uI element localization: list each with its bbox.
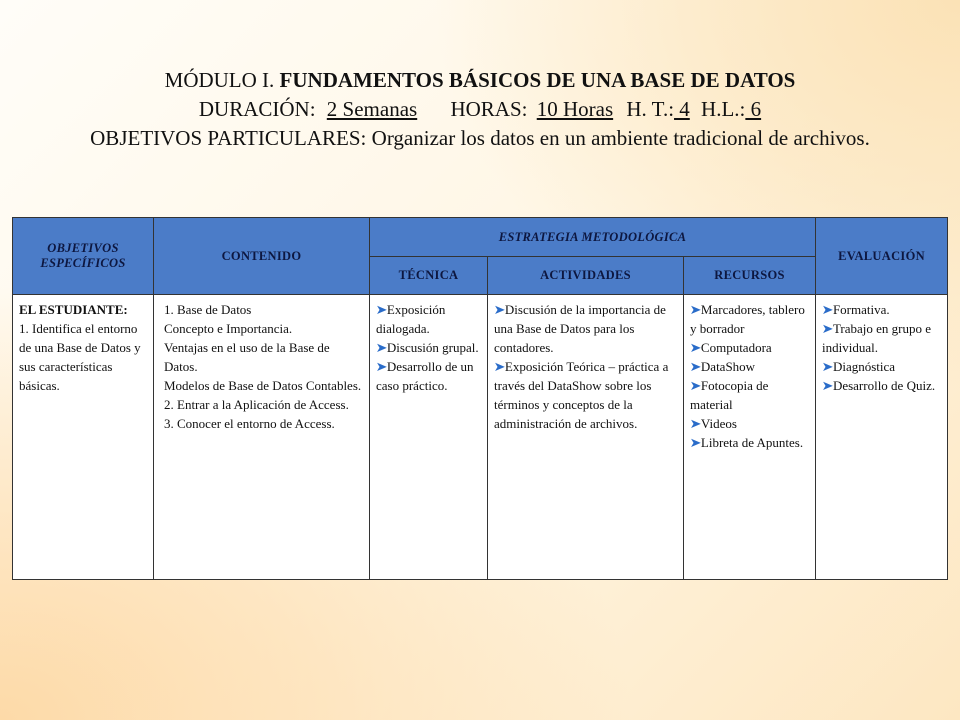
lab-hours-label: H.L.: [701, 97, 746, 121]
header-recursos: RECURSOS [684, 257, 816, 295]
module-label: MÓDULO I. [164, 68, 275, 92]
contenido-item: 2. Entrar a la Aplicación de Access. [164, 397, 349, 412]
duration-line [60, 95, 900, 124]
contenido-item: Concepto e Importancia. [164, 321, 293, 336]
arrow-bullet-icon: ➤ [689, 435, 702, 450]
recursos-item: ➤Marcadores, tablero y borrador [689, 302, 805, 336]
arrow-bullet-icon: ➤ [821, 321, 834, 336]
objetivos-title: EL ESTUDIANTE: [19, 302, 128, 317]
arrow-bullet-icon: ➤ [493, 302, 506, 317]
cell-contenido [154, 295, 370, 580]
arrow-bullet-icon: ➤ [375, 359, 388, 374]
objectives-line [60, 124, 900, 153]
lab-hours-value: 6 [745, 97, 762, 121]
arrow-bullet-icon: ➤ [689, 340, 702, 355]
actividades-item: ➤Discusión de la importancia de una Base de Datos para los contadores. [493, 302, 666, 355]
arrow-bullet-icon: ➤ [375, 302, 388, 317]
recursos-item: ➤Videos [689, 416, 737, 431]
arrow-bullet-icon: ➤ [821, 359, 834, 374]
table-row [13, 295, 948, 580]
contenido-item: Ventajas en el uso de la Base de Datos. [164, 340, 330, 374]
objectives-label: OBJETIVOS PARTICULARES: [90, 126, 367, 150]
arrow-bullet-icon: ➤ [821, 302, 834, 317]
module-title: FUNDAMENTOS BÁSICOS DE UNA BASE DE DATOS [279, 68, 796, 92]
header-estrategia: ESTRATEGIA METODOLÓGICA [370, 218, 816, 257]
duration-value: 2 Semanas [326, 97, 418, 121]
cell-actividades [488, 295, 684, 580]
evaluacion-item: ➤Trabajo en grupo e individual. [821, 321, 932, 355]
contenido-item: 1. Base de Datos [164, 302, 252, 317]
cell-recursos [684, 295, 816, 580]
cell-objetivos [13, 295, 154, 580]
header-evaluacion: EVALUACIÓN [816, 218, 948, 295]
arrow-bullet-icon: ➤ [689, 359, 702, 374]
theory-hours-label: H. T.: [626, 97, 675, 121]
arrow-bullet-icon: ➤ [493, 359, 506, 374]
hours-value: 10 Horas [536, 97, 614, 121]
arrow-bullet-icon: ➤ [689, 416, 702, 431]
tecnica-item: ➤Discusión grupal. [375, 340, 479, 355]
arrow-bullet-icon: ➤ [821, 378, 834, 393]
module-heading [60, 66, 900, 153]
recursos-item: ➤DataShow [689, 359, 756, 374]
cell-tecnica [370, 295, 488, 580]
plan-table [12, 217, 948, 580]
objectives-text: Organizar los datos en un ambiente tradicional de archivos. [371, 126, 870, 150]
cell-evaluacion [816, 295, 948, 580]
tecnica-item: ➤Exposición dialogada. [375, 302, 446, 336]
module-title-line [60, 66, 900, 95]
recursos-item: ➤Fotocopia de material [689, 378, 769, 412]
recursos-item: ➤Libreta de Apuntes. [689, 435, 804, 450]
hours-label: HORAS: [450, 97, 528, 121]
header-objetivos: OBJETIVOS ESPECÍFICOS [13, 218, 154, 295]
contenido-item: 3. Conocer el entorno de Access. [164, 416, 335, 431]
arrow-bullet-icon: ➤ [689, 378, 702, 393]
evaluacion-item: ➤Diagnóstica [821, 359, 896, 374]
tecnica-item: ➤Desarrollo de un caso práctico. [375, 359, 474, 393]
actividades-item: ➤Exposición Teórica – práctica a través del DataShow sobre los términos y conceptos de la administración de archivos. [493, 359, 669, 431]
contenido-item: Modelos de Base de Datos Contables. [164, 378, 362, 393]
evaluacion-item: ➤Formativa. [821, 302, 890, 317]
header-contenido: CONTENIDO [154, 218, 370, 295]
header-row-group [13, 218, 948, 257]
theory-hours-value: 4 [674, 97, 690, 121]
recursos-item: ➤Computadora [689, 340, 772, 355]
arrow-bullet-icon: ➤ [689, 302, 702, 317]
objetivos-text: 1. Identifica el entorno de una Base de Datos y sus características básicas. [19, 321, 141, 393]
header-tecnica: TÉCNICA [370, 257, 488, 295]
arrow-bullet-icon: ➤ [375, 340, 388, 355]
header-actividades: ACTIVIDADES [488, 257, 684, 295]
duration-label: DURACIÓN: [198, 97, 316, 121]
evaluacion-item: ➤Desarrollo de Quiz. [821, 378, 936, 393]
